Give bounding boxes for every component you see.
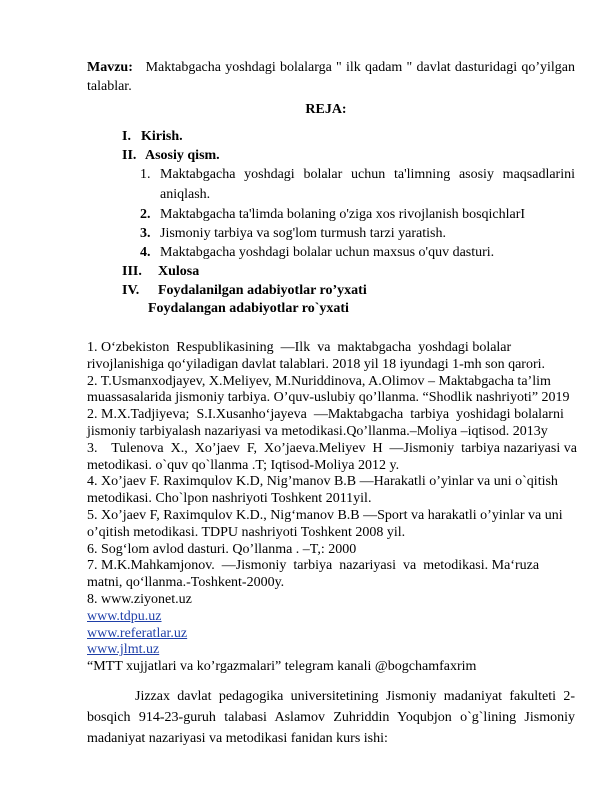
reference-item: 6. Sog‘lom avlod dasturi. Qo’llanma . –T,: 2000 — [87, 541, 357, 557]
reference-item: 1. O‘zbekiston Respublikasining ―Ilk va maktabgacha yoshdagi bolalar rivojlanishiga qo‘yiladigan davlat talablari. 2018 yil 18 iyundagi 1-mh son qarori. — [87, 340, 546, 372]
reference-item: 8. www.ziyonet.uz — [87, 591, 192, 607]
reference-list — [87, 340, 581, 676]
plan-subitem: 2. Maktabgacha ta'limda bolaning o'ziga xos rivojlanish bosqichlarI — [140, 207, 526, 222]
reference-item: 2. M.X.Tadjiyeva; S.I.Xusanho‘jayeva ―Maktabgacha tarbiya yoshidagi bolalarni jismoniy tarbiyalash nazariyasi va metodikasi.Qo’llanma.–Moliya –iqtisod. 2013y — [87, 407, 568, 439]
plan-item-intro: I. Kirish. — [122, 129, 183, 144]
topic-line — [87, 58, 575, 96]
plan-subitem: 1. Maktabgacha yoshdagi bolalar uchun ta'limning asosiy maqsadlarini aniqlash. — [140, 167, 575, 202]
topic-label: Mavzu: — [87, 60, 133, 75]
plan-item-literature: IV. Foydalanilgan adabiyotlar ro’yxati — [122, 283, 367, 298]
reference-item: 7. M.K.Mahkamjonov. ―Jismoniy tarbiya nazariyasi va metodikasi. Ma‘ruza matni, qo‘llanma.-Toshkent-2000y. — [87, 558, 543, 591]
link-jlmt[interactable]: www.jlmt.uz — [87, 642, 160, 658]
topic-text: Maktabgacha yoshdagi bolalarga " ilk qadam " davlat dasturidagi qo’yilgan talablar. — [87, 60, 576, 94]
plan-title: REJA: — [305, 102, 347, 117]
plan-subitem: 4. Maktabgacha yoshdagi bolalar uchun maxsus o'quv dasturi. — [140, 245, 495, 260]
reference-item: 4. Xo’jaev F. Raximqulov K.D, Nig’manov B.B ―Harakatli o’yinlar va uni o`qitish metodikasi. Cho`lpon nashriyoti Toshkent 2011yil. — [87, 474, 562, 507]
plan-item-conclusion: III. Xulosa — [122, 264, 200, 279]
plan-subitem: 3. Jismoniy tarbiya va sog'lom turmush tarzi yaratish. — [140, 226, 446, 241]
footer-paragraph: Jizzax davlat pedagogika universitetining Jismoniy madaniyat fakulteti 2-bosqich 914-23-guruh talabasi Aslamov Zuhriddin Yoqubjon o`g`lining Jismoniy madaniyat nazariyasi va metodikasi fanidan kurs ishi: — [87, 689, 575, 746]
reference-item: 2. T.Usmanxodjayev, X.Meliyev, M.Nuriddinova, A.Olimov – Maktabgacha ta’lim muassasalarida jismoniy tarbiya. O’quv-uslubiy qo’llanma. “Shodlik nashriyoti” 2019 — [87, 373, 570, 406]
plan-item-main: II. Asosiy qism. — [122, 148, 220, 163]
literature-title: Foydalangan adabiyotlar ro`yxati — [148, 301, 349, 316]
reference-item: 5. Xo’jaev F, Raximqulov K.D., Nig‘manov B.B ―Sport va harakatli o’yinlar va uni o’qitish metodikasi. TDPU nashriyoti Toshkent 2008 yil. — [87, 507, 567, 540]
telegram-line: “MTT xujjatlari va ko’rgazmalari” telegram kanali @bogchamfaxrim — [87, 659, 477, 675]
link-referatlar[interactable]: www.referatlar.uz — [87, 625, 188, 641]
link-tdpu[interactable]: www.tdpu.uz — [87, 608, 162, 624]
reference-item: 3. Tulenova X., Xo’jaev F, Xo’jaeva.Meliyev H ―Jismoniy tarbiya nazariyasi va metodikasi. o`quv qo`llanma .T; Iqtisod-Moliya 2012 y. — [87, 440, 581, 473]
